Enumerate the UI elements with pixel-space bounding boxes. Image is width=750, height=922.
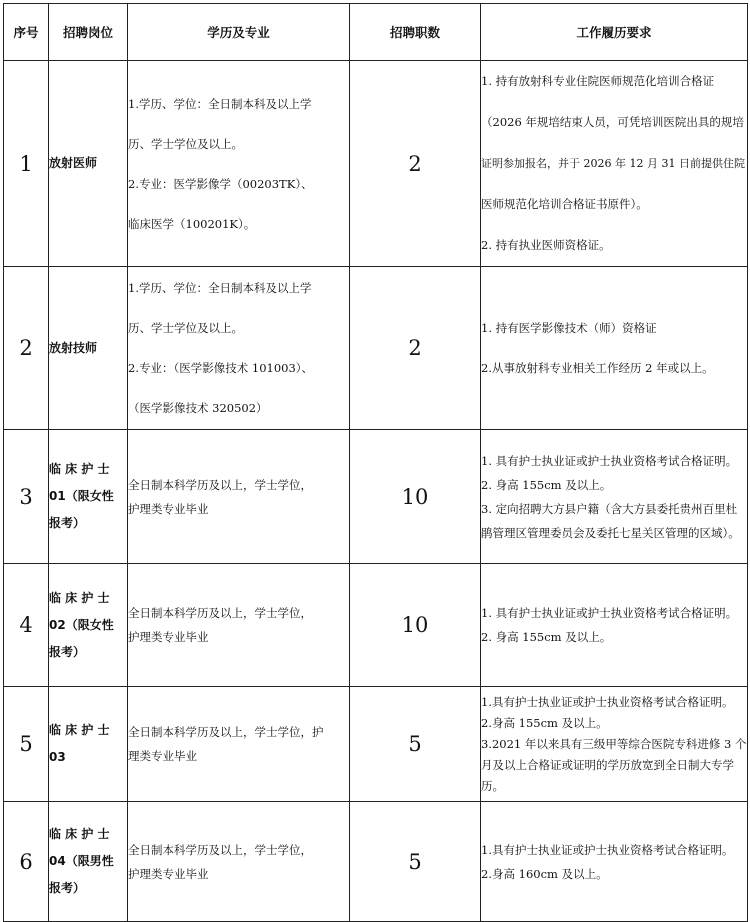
education-line: 护理类专业毕业 (128, 630, 209, 644)
position-line: 04（限男性 (49, 854, 114, 868)
requirement-line: 2.从事放射科专业相关工作经历 2 年或以上。 (481, 361, 714, 375)
position-cell (49, 430, 128, 564)
education-line: 历、学士学位及以上。 (128, 136, 243, 151)
table-row (4, 687, 748, 802)
education-line: 历、学士学位及以上。 (128, 321, 243, 335)
requirement-line: 2.身高 160cm 及以上。 (481, 866, 608, 881)
education-cell (128, 61, 350, 267)
headcount: 5 (350, 687, 481, 802)
requirements-cell (481, 61, 748, 267)
header-education: 学历及专业 (128, 4, 350, 61)
position-line: 02（限女性 (49, 617, 114, 632)
requirement-line: 鹃管理区管理委员会及委托七星关区管理的区域）。 (481, 525, 740, 540)
table-row (4, 802, 748, 922)
requirement-line: 3.2021 年以来具有三级甲等综合医院专科进修 3 个 (481, 736, 747, 751)
row-number: 5 (4, 687, 49, 802)
education-line: 1.学历、学位：全日制本科及以上学 (128, 281, 312, 295)
requirement-line: （2026 年规培结束人员，可凭培训医院出具的规培 (481, 115, 744, 129)
education-line: 护理类专业毕业 (128, 501, 209, 516)
requirements-cell (481, 267, 748, 430)
requirement-line: 1. 持有医学影像技术（师）资格证 (481, 321, 657, 335)
header-position: 招聘岗位 (49, 4, 128, 61)
requirement-line: 1. 持有放射科专业住院医师规范化培训合格证 (481, 74, 715, 88)
position-line: 放射医师 (49, 156, 98, 170)
education-line: 全日制本科学历及以上，学士学位， (128, 477, 312, 492)
requirement-line: 1.具有护士执业证或护士执业资格考试合格证明。 (481, 842, 734, 857)
requirement-line: 1.具有护士执业证或护士执业资格考试合格证明。 (481, 694, 734, 709)
position-cell (49, 802, 128, 922)
requirements-cell (481, 687, 748, 802)
education-line: 护理类专业毕业 (128, 866, 209, 881)
position-line: 临 床 护 士 (49, 590, 110, 605)
education-cell (128, 564, 350, 687)
header-count: 招聘职数 (350, 4, 481, 61)
position-cell (49, 687, 128, 802)
requirements-cell (481, 564, 748, 687)
table-row (4, 61, 748, 267)
row-number: 1 (4, 61, 49, 267)
requirement-line: 证明参加报名，并于 2026 年 12 月 31 日前提供住院 (481, 157, 745, 170)
education-cell (128, 802, 350, 922)
requirement-line: 历。 (481, 778, 504, 793)
position-line: 临 床 护 士 (49, 827, 110, 841)
requirement-line: 2. 身高 155cm 及以上。 (481, 477, 612, 492)
requirement-line: 1. 具有护士执业证或护士执业资格考试合格证明。 (481, 606, 738, 620)
table-row (4, 564, 748, 687)
row-number: 2 (4, 267, 49, 430)
position-line: 03 (49, 750, 66, 764)
position-line: 01（限女性 (49, 489, 114, 503)
education-line: 理类专业毕业 (128, 749, 197, 763)
requirement-line: 2. 身高 155cm 及以上。 (481, 630, 612, 644)
education-line: 全日制本科学历及以上，学士学位， (128, 606, 312, 620)
header-requirements: 工作履历要求 (481, 4, 748, 61)
education-line: 临床医学（100201K）。 (128, 216, 256, 231)
education-line: 1.学历、学位：全日制本科及以上学 (128, 96, 312, 111)
education-line: 2.专业：医学影像学（00203TK）、 (128, 176, 313, 191)
position-cell (49, 564, 128, 687)
recruitment-table (3, 3, 748, 922)
requirements-cell (481, 802, 748, 922)
education-line: 2.专业：（医学影像技术 101003）、 (128, 361, 314, 375)
requirement-line: 3. 定向招聘大方县户籍（含大方县委托贵州百里杜 (481, 501, 738, 516)
position-line: 报考） (49, 516, 86, 530)
requirements-cell (481, 430, 748, 564)
requirement-line: 2. 持有执业医师资格证。 (481, 238, 611, 252)
education-line: 全日制本科学历及以上，学士学位， (128, 842, 312, 857)
position-line: 报考） (49, 644, 86, 659)
row-number: 6 (4, 802, 49, 922)
row-number: 4 (4, 564, 49, 687)
headcount: 10 (350, 564, 481, 687)
education-line: （医学影像技术 320502） (128, 401, 268, 415)
education-cell (128, 267, 350, 430)
requirement-line: 2.身高 155cm 及以上。 (481, 715, 608, 730)
headcount: 10 (350, 430, 481, 564)
table-row (4, 430, 748, 564)
education-line: 全日制本科学历及以上，学士学位，护 (128, 725, 324, 739)
position-cell (49, 61, 128, 267)
requirement-line: 1. 具有护士执业证或护士执业资格考试合格证明。 (481, 453, 738, 468)
table-row (4, 267, 748, 430)
headcount: 2 (350, 61, 481, 267)
row-number: 3 (4, 430, 49, 564)
position-line: 临 床 护 士 (49, 723, 110, 737)
header-no: 序号 (4, 4, 49, 61)
position-cell (49, 267, 128, 430)
header-row (4, 4, 748, 61)
requirement-line: 月及以上合格证或证明的学历放宽到全日制大专学 (481, 757, 734, 772)
position-line: 放射技师 (49, 340, 98, 355)
headcount: 5 (350, 802, 481, 922)
headcount: 2 (350, 267, 481, 430)
education-cell (128, 430, 350, 564)
position-line: 报考） (49, 881, 86, 895)
education-cell (128, 687, 350, 802)
position-line: 临 床 护 士 (49, 462, 110, 476)
requirement-line: 医师规范化培训合格证书原件）。 (481, 197, 648, 211)
